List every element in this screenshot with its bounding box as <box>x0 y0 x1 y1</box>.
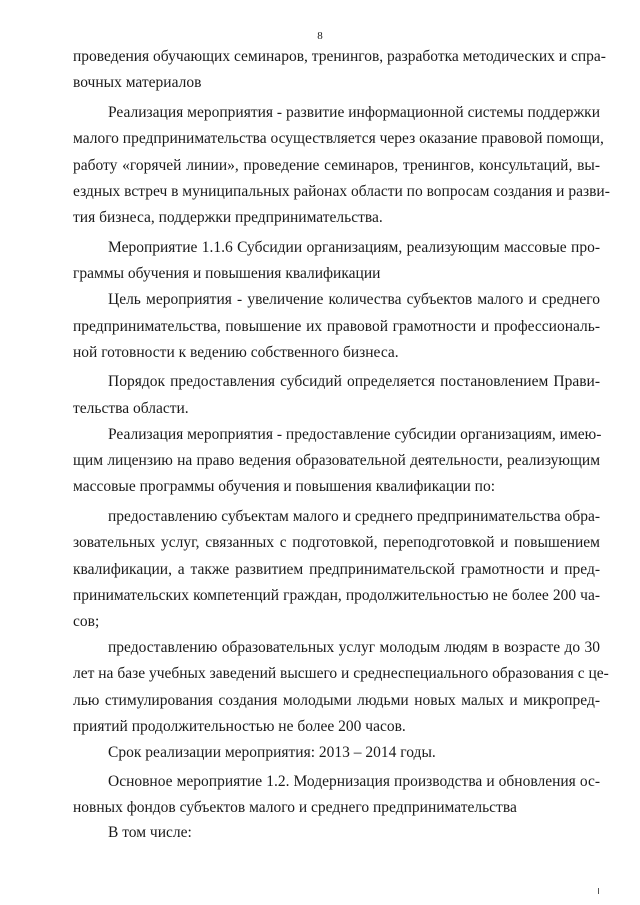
text-line: Порядок предоставления субсидий определяется постановлением Прави- <box>108 373 600 390</box>
page-number: 8 <box>317 30 323 42</box>
text-line: Основное мероприятие 1.2. Модернизация производства и обновления ос- <box>108 773 600 790</box>
text-line: щим лицензию на право ведения образовательной деятельности, реализующим <box>73 452 600 469</box>
text-line: Реализация мероприятия - развитие информационной системы поддержки <box>108 104 600 121</box>
text-line: ездных встреч в муниципальных районах области по вопросам создания и разви- <box>73 183 610 200</box>
text-line: В том числе: <box>108 824 192 841</box>
text-line: лью стимулирования создания молодыми людьми новых малых и микропред- <box>73 692 600 709</box>
text-line: Срок реализации мероприятия: 2013 – 2014 годы. <box>108 744 436 761</box>
text-line: Реализация мероприятия - предоставление субсидии организациям, имею- <box>108 426 602 443</box>
text-line: массовые программы обучения и повышения квалификации по: <box>73 478 496 495</box>
text-line: тия бизнеса, поддержки предпринимательства. <box>73 209 383 226</box>
text-line: тельства области. <box>73 400 189 417</box>
text-line: квалификации, а также развитием предпринимательской грамотности и пред- <box>73 561 600 578</box>
text-line: граммы обучения и повышения квалификации <box>73 265 381 282</box>
text-line: приятий продолжительностью не более 200 часов. <box>73 718 406 735</box>
text-line: работу «горячей линии», проведение семинаров, тренингов, консультаций, вы- <box>73 157 600 174</box>
text-line: принимательских компетенций граждан, продолжительностью не более 200 ча- <box>73 587 600 604</box>
text-line: предпринимательства, повышение их правовой грамотности и профессиональ- <box>73 318 600 335</box>
text-line: Цель мероприятия - увеличение количества субъектов малого и среднего <box>108 291 600 308</box>
text-line: лет на базе учебных заведений высшего и среднеспециального образования с це- <box>73 665 609 682</box>
text-line: ной готовности к ведению собственного бизнеса. <box>73 344 399 361</box>
text-line: новных фондов субъектов малого и среднего предпринимательства <box>73 799 517 816</box>
text-line: предоставлению образовательных услуг молодым людям в возрасте до 30 <box>108 639 600 656</box>
text-line: предоставлению субъектам малого и среднего предпринимательства обра- <box>108 508 600 525</box>
text-line: проведения обучающих семинаров, тренингов, разработка методических и спра- <box>73 48 606 65</box>
text-line: вочных материалов <box>73 74 202 91</box>
text-line: Мероприятие 1.1.6 Субсидии организациям, реализующим массовые про- <box>108 239 600 256</box>
text-line: зовательных услуг, связанных с подготовкой, переподготовкой и повышением <box>73 534 600 551</box>
text-line: малого предпринимательства осуществляется через оказание правовой помощи, <box>73 130 604 147</box>
scan-mark <box>598 888 599 894</box>
text-line: сов; <box>73 613 100 630</box>
